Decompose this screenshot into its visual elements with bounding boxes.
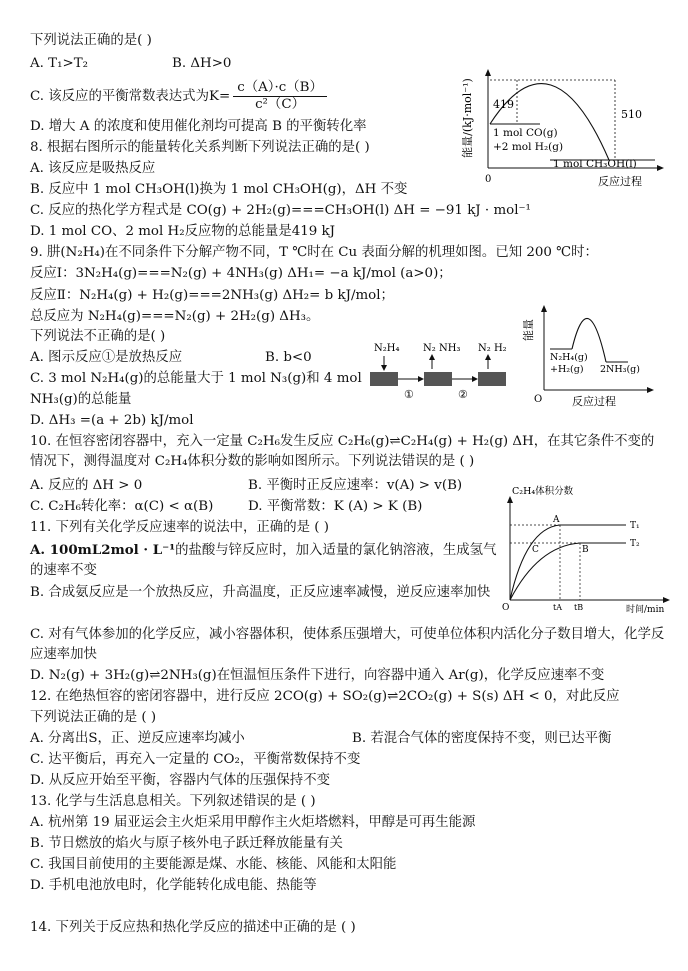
q12-stem-line2: 下列说法正确的是 ( ) (30, 710, 157, 725)
q9-stem: 9. 肼(N₂H₄)在不同条件下分解产物不同，T ℃时在 Cu 表面分解的机理如图。已知 200 ℃时： (30, 245, 598, 260)
q10-option-a: A. 反应的 ΔH > 0 (30, 478, 143, 493)
intro-question-stem: 下列说法正确的是( ) (30, 33, 152, 48)
q13-option-d: D. 手机电池放电时，化学能转化成电能、热能等 (30, 878, 317, 893)
q9-reaction-total: 总反应为 N₂H₄(g)===N₂(g) + 2H₂(g) ΔH₃。 (30, 309, 320, 324)
q9-question: 下列说法不正确的是( ) (30, 329, 166, 344)
q9-option-d: D. ΔH₃ =(a + 2b) kJ/mol (30, 413, 194, 428)
q12-option-b: B. 若混合气体的密度保持不变，则已达平衡 (352, 731, 612, 746)
q11-option-c: C. 对有气体参加的化学反应，减小容器体积，使体系压强增大，可使单位体积内活化分子数目增大，化学反应速率加快 (30, 627, 665, 662)
q8-origin: 0 (485, 174, 492, 185)
q10-stem: 10. 在恒容密闭容器中，充入一定量 C₂H₆发生反应 C₂H₆(g)⇌C₂H₄(g) + H₂(g) ΔH，在其它条件不变的情况下，测得温度对 C₂H₄体积分数的影响如图所示。下列说法错误的是 ( ) (30, 434, 655, 469)
mech-label-n2-h2: N₂ H₂ (478, 343, 507, 354)
q11-option-a (30, 540, 500, 581)
q10-origin: O (502, 603, 510, 613)
q10-tick-ta: tA (553, 603, 562, 612)
q14-stem: 14. 下列关于反应热和热化学反应的描述中正确的是 ( ) (30, 920, 356, 935)
q10-y-title: C₂H₄体积分数 (512, 486, 574, 497)
q9e-reactant-label-2: +H₂(g) (550, 364, 584, 375)
q10-x-label: 时间/min (626, 605, 665, 615)
q10-option-c: C. C₂H₆转化率：α(C) < α(B) (30, 499, 214, 514)
q11-stem: 11. 下列有关化学反应速率的说法中，正确的是 ( ) (30, 520, 329, 535)
q8-option-b: B. 反应中 1 mol CH₃OH(l)换为 1 mol CH₃OH(g)，ΔH 不变 (30, 182, 408, 197)
q11-option-b: B. 合成氨反应是一个放热反应，升高温度，正反应速率减慢，逆反应速率加快 (30, 585, 491, 600)
mech-block-2 (424, 372, 452, 386)
mech-arrow-out-1-head (429, 354, 435, 360)
q9e-origin: O (534, 394, 543, 405)
q13-option-a: A. 杭州第 19 届亚运会主火炬采用甲醇作主火炬塔燃料，甲醇是可再生能源 (30, 815, 476, 830)
q9-option-c-line1: C. 3 mol N₂H₄(g)的总能量大于 1 mol N₃(g)和 4 mol (30, 371, 362, 386)
mech-step-1: ① (404, 388, 414, 401)
q8-x-label: 反应过程 (598, 175, 642, 188)
q10-option-b: B. 平衡时正反应速率：v(A) > v(B) (248, 478, 463, 493)
q12-option-d: D. 从反应开始至平衡，容器内气体的压强保持不变 (30, 773, 330, 788)
mech-arrow-in-head (381, 365, 387, 371)
q10-y-arrow (507, 496, 513, 503)
mech-block-1 (370, 372, 398, 386)
mech-arrow-out-2-head (485, 354, 491, 360)
q10-tick-tb: tB (574, 603, 584, 612)
q11-option-a-bold: A. 100mL2mol · L⁻¹ (30, 542, 176, 558)
q8-value-419: 419 (493, 98, 514, 111)
q8-reactant-label-2: +2 mol H₂(g) (493, 141, 564, 153)
q9-energy-diagram (522, 302, 662, 410)
intro-option-d: D. 增大 A 的浓度和使用催化剂均可提高 B 的平衡转化率 (30, 119, 367, 134)
q10-label-t2: T₂ (630, 539, 640, 549)
fraction-numerator: c（A）·c（B） (233, 80, 327, 97)
q8-y-arrow (485, 69, 491, 76)
q13-option-c: C. 我国目前使用的主要能源是煤、水能、核能、风能和太阳能 (30, 857, 397, 872)
intro-option-c-text: C. 该反应的平衡常数表达式为K= (30, 89, 231, 104)
q11-option-a-text: 的盐酸与锌反应时，加入适量的氯化钠溶液，生成氢气的速率不变 (30, 543, 497, 578)
q8-product-label: 1 mol CH₃OH(l) (553, 158, 637, 170)
q8-x-arrow (657, 165, 664, 171)
q10-volume-fraction-diagram (498, 478, 678, 616)
q9-reaction-2: 反应Ⅱ：N₂H₄(g) + H₂(g)===2NH₃(g) ΔH₂= b kJ/mol； (30, 288, 394, 303)
mech-block-3 (478, 372, 506, 386)
q8-option-a: A. 该反应是吸热反应 (30, 161, 156, 176)
q8-y-label: 能量/(kJ·mol⁻¹) (461, 78, 474, 158)
q9e-reactant-label-1: N₂H₄(g) (550, 352, 588, 363)
q10-point-c: C (532, 545, 539, 555)
q9e-x-arrow (647, 387, 654, 393)
q8-energy-diagram (455, 68, 670, 193)
q10-point-b: B (582, 545, 589, 555)
q9-option-b: B. b<0 (265, 350, 312, 365)
mech-label-n2h4: N₂H₄ (374, 343, 400, 354)
q9-option-a: A. 图示反应①是放热反应 (30, 350, 183, 365)
q13-option-b: B. 节日燃放的焰火与原子核外电子跃迁释放能量有关 (30, 836, 343, 851)
q11-option-d: D. N₂(g) + 3H₂(g)⇌2NH₃(g)在恒温恒压条件下进行，向容器中通入 Ar(g)，化学反应速率不变 (30, 668, 605, 683)
q10-curve-t2 (510, 543, 626, 600)
mech-link-2-head (472, 376, 478, 382)
q8-value-510: 510 (621, 108, 642, 121)
q9-mechanism-diagram (366, 336, 526, 406)
q13-stem: 13. 化学与生活息息相关。下列叙述错误的是 ( ) (30, 794, 316, 809)
q9e-y-label: 能量 (522, 319, 535, 341)
q12-option-a: A. 分离出S，正、逆反应速率均减小 (30, 731, 245, 746)
intro-option-a: A. T₁>T₂ (30, 56, 89, 71)
q10-option-d: D. 平衡常数：K (A) > K (B) (248, 499, 423, 514)
q12-option-c: C. 达平衡后，再充入一定量的 CO₂，平衡常数保持不变 (30, 752, 361, 767)
q9-option-c-line2: NH₃(g)的总能量 (30, 392, 132, 407)
q10-curve-t1 (510, 525, 626, 600)
q9e-y-arrow (541, 305, 547, 312)
q9-reaction-1: 反应Ⅰ：3N₂H₄(g)===N₂(g) + 4NH₃(g) ΔH₁= −a kJ/mol (a>0)； (30, 266, 452, 281)
mech-label-n2-nh3: N₂ NH₃ (423, 343, 461, 354)
mech-link-1-head (418, 376, 424, 382)
q8-reactant-label-1: 1 mol CO(g) (493, 127, 558, 139)
q12-stem: 12. 在绝热恒容的密闭容器中，进行反应 2CO(g) + SO₂(g)⇌2CO₂(g) + S(s) ΔH < 0，对此反应 (30, 689, 620, 704)
q8-option-d: D. 1 mol CO、2 mol H₂反应物的总能量是419 kJ (30, 224, 336, 239)
q10-label-t1: T₁ (630, 521, 640, 531)
equilibrium-fraction (233, 80, 327, 113)
q9e-x-label: 反应过程 (572, 395, 616, 408)
mech-step-2: ② (458, 388, 468, 401)
intro-option-b: B. ΔH>0 (172, 56, 232, 71)
q10-x-arrow (663, 597, 670, 603)
intro-option-c (30, 80, 330, 114)
fraction-denominator: c²（C） (255, 97, 305, 112)
q9e-product-label: 2NH₃(g) (600, 364, 640, 375)
q10-point-a: A (553, 515, 560, 525)
q8-stem: 8. 根据右图所示的能量转化关系判断下列说法正确的是( ) (30, 140, 370, 155)
q8-option-c: C. 反应的热化学方程式是 CO(g) + 2H₂(g)===CH₃OH(l) ΔH = −91 kJ · mol⁻¹ (30, 203, 531, 218)
